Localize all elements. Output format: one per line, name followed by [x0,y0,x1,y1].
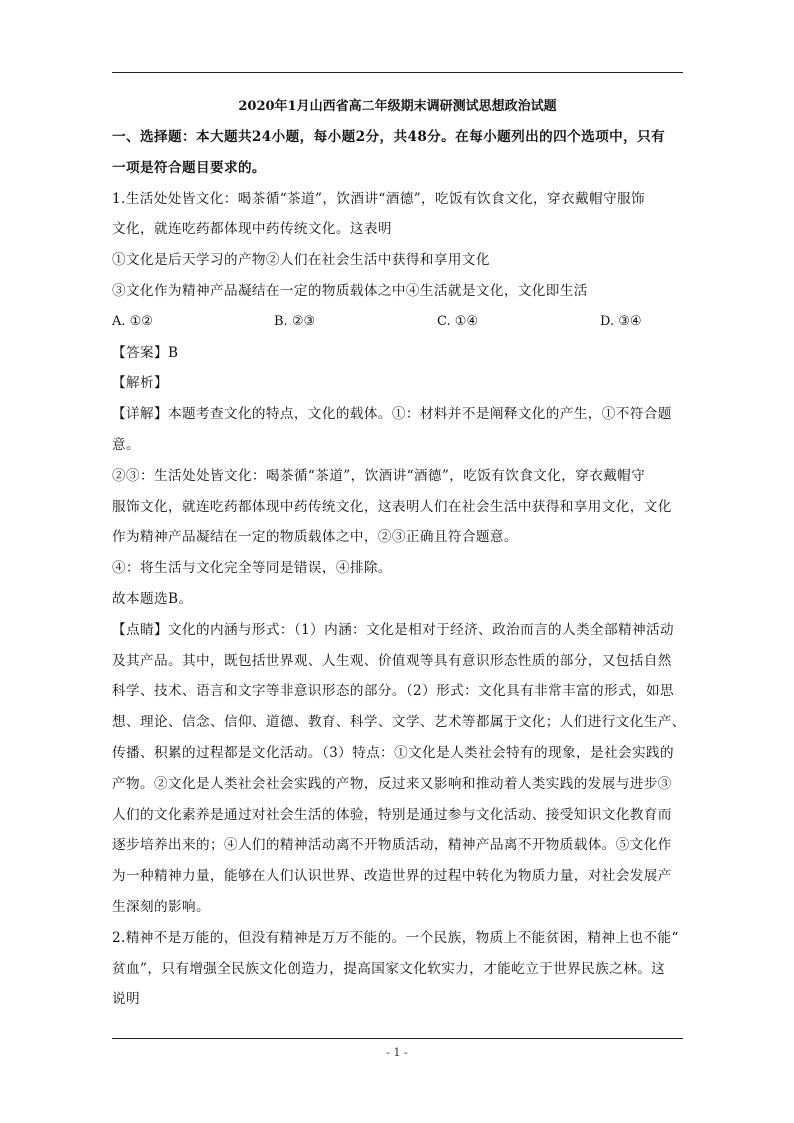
q1-options [112,307,683,338]
q1-item-line-2: ③文化作为精神产品凝结在一定的物质载体之中④生活就是文化，文化即生活 [112,282,588,299]
q1-tips-line: 人们的文化素养是通过对社会生活的体验，特别是通过参与文化活动、接受知识文化教育而 [112,806,672,823]
section-heading-line-2: 一项是符合题目要求的。 [112,159,266,176]
document-body [112,92,686,1015]
q1-tips-line: 生深刻的影响。 [112,898,210,915]
q1-option-d: D. ③④ [600,313,642,329]
q1-option-c: C. ①④ [437,313,479,329]
q1-tips-line: 【点睛】文化的内涵与形式：（1）内涵：文化是相对于经济、政治而言的人类全部精神活动 [112,621,674,638]
q1-detail-line: ④：将生活与文化完全等同是错误，④排除。 [112,560,392,577]
q1-item-line-1: ①文化是后天学习的产物②人们在社会生活中获得和享用文化 [112,252,490,269]
q1-tips-line: 科学、技术、语言和文字等非意识形态的部分。（2）形式：文化具有非常丰富的形式，如思 [112,683,674,700]
q2-stem-line: 贫血”，只有增强全民族文化创造力，提高国家文化软实力，才能屹立于世界民族之林。这 [112,960,666,977]
page-number: - 1 - [386,1046,408,1059]
q1-tips-line: 及其产品。其中，既包括世界观、人生观、价值观等具有意识形态性质的部分，又包括自然 [112,652,672,669]
page-title: 2020年1月山西省高二年级期末调研测试思想政治试题 [238,99,557,114]
q1-option-a: A. ①② [112,313,153,329]
q1-answer: 【答案】B [112,344,179,361]
q1-analysis-label: 【解析】 [112,375,168,392]
q2-stem-line: 2.精神不是万能的，但没有精神是万万不能的。一个民族，物质上不能贫困，精神上也不能“ [112,929,679,946]
q1-option-b: B. ②③ [274,313,316,329]
q1-detail-line: ②③：生活处处皆文化：喝茶循“茶道”，饮酒讲“酒德”，吃饭有饮食文化，穿衣戴帽守 [112,467,646,484]
q1-stem-line-2: 文化，就连吃药都体现中药传统文化。这表明 [112,221,392,238]
q1-detail-line: 服饰文化，就连吃药都体现中药传统文化，这表明人们在社会生活中获得和享用文化，文化 [112,498,672,515]
q1-detail-line: 作为精神产品凝结在一定的物质载体之中，②③正确且符合题意。 [112,529,518,546]
q1-tips-line: 为一种精神力量，能够在人们认识世界、改造世界的过程中转化为物质力量，对社会发展产 [112,868,672,885]
q1-detail-line: 意。 [112,436,140,453]
bottom-rule [112,1038,683,1039]
q1-stem-line-1: 1.生活处处皆文化：喝茶循“茶道”，饮酒讲“酒德”，吃饭有饮食文化，穿衣戴帽守服饰 [112,190,645,207]
q1-detail-line: 【详解】本题考查文化的特点，文化的载体。①：材料并不是阐释文化的产生，①不符合题 [112,406,672,423]
q1-detail-line: 故本题选B。 [112,590,193,607]
section-heading-line-1: 一、选择题：本大题共24小题，每小题2分，共48分。在每小题列出的四个选项中，只有 [112,129,666,145]
q1-tips-line: 逐步培养出来的；④人们的精神活动离不开物质活动，精神产品离不开物质载体。⑤文化作 [112,837,672,854]
q2-stem-line: 说明 [112,991,140,1008]
q1-tips-line: 传播、积累的过程都是文化活动。（3）特点：①文化是人类社会特有的现象，是社会实践的 [112,744,674,761]
q1-tips-line: 产物。②文化是人类社会社会实践的产物，反过来又影响和推动着人类实践的发展与进步③ [112,775,672,792]
q1-tips-line: 想、理论、信念、信仰、道德、教育、科学、文学、艺术等都属于文化；人们进行文化生产、 [112,714,686,731]
top-rule [112,72,683,73]
